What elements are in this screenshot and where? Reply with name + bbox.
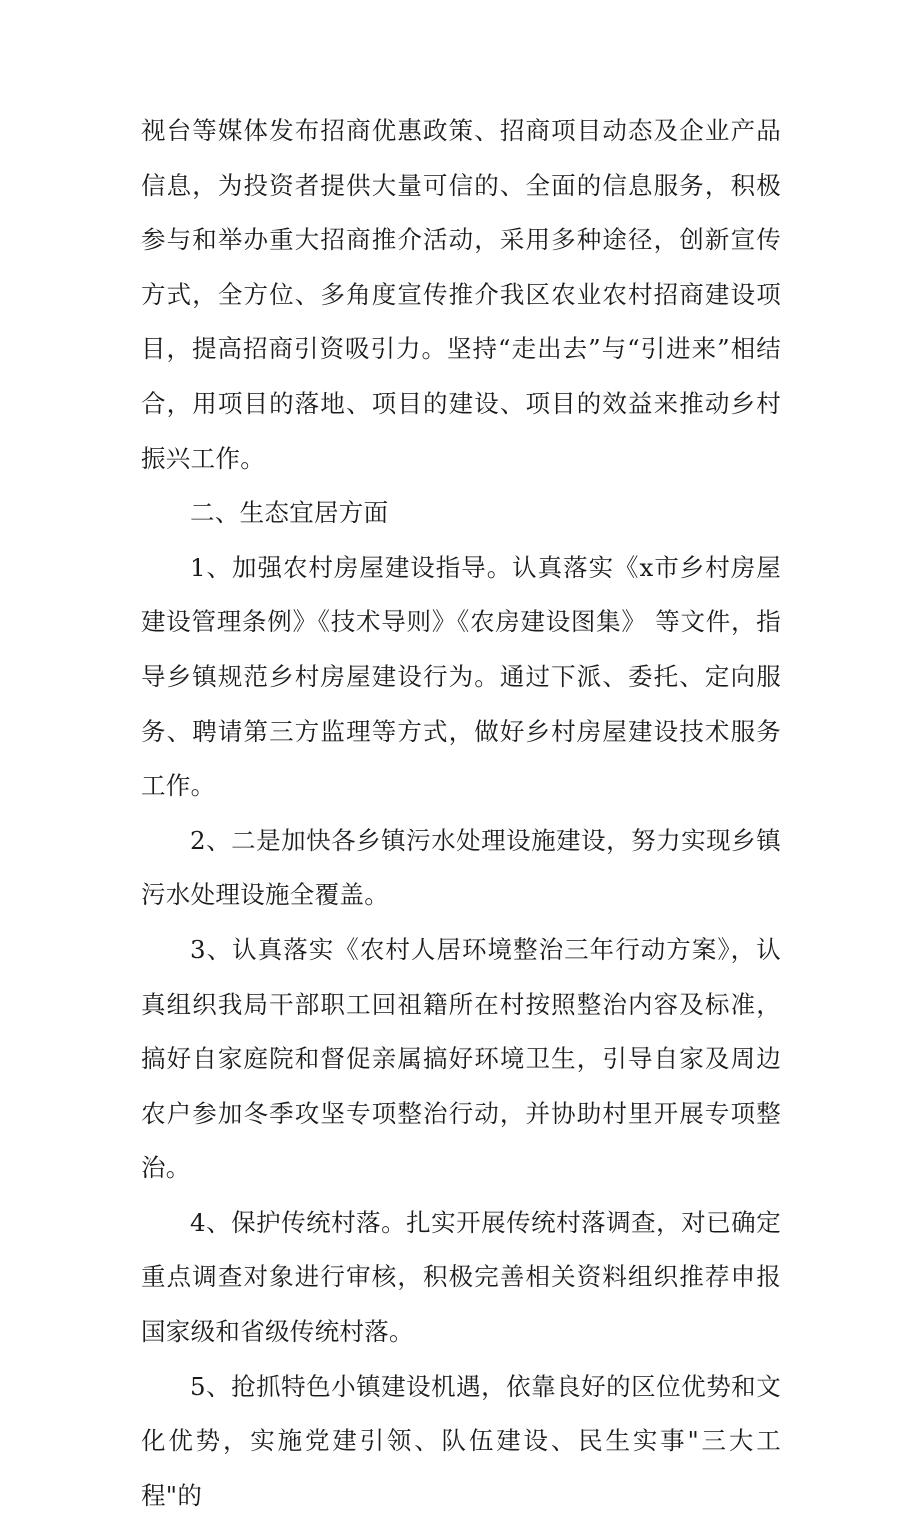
list-item-5: 5、抢抓特色小镇建设机遇，依靠良好的区位优势和文化优势，实施党建引领、队伍建设、民生实事"三大工程"的 <box>141 1371 781 1510</box>
list-item-4: 4、保护传统村落。扎实开展传统村落调查，对已确定重点调查对象进行审核，积极完善相关资料组织推荐申报国家级和省级传统村落。 <box>141 1207 781 1347</box>
document-body <box>141 104 781 1523</box>
list-item-2: 2、二是加快各乡镇污水处理设施建设，努力实现乡镇污水处理设施全覆盖。 <box>141 825 781 910</box>
list-item-3: 3、认真落实《农村人居环境整治三年行动方案》，认真组织我局干部职工回祖籍所在村按照整治内容及标准，搞好自家庭院和督促亲属搞好环境卫生，引导自家及周边农户参加冬季攻坚专项整治行动，并协助村里开展专项整治。 <box>141 934 781 1183</box>
list-item-1: 1、加强农村房屋建设指导。认真落实《x市乡村房屋建设管理条例》《技术导则》《农房建设图集》 等文件，指导乡镇规范乡村房屋建设行为。通过下派、委托、定向服务、聘请第三方监理等方式，做好乡村房屋建设技术服务工作。 <box>141 552 781 801</box>
section-heading: 二、生态宜居方面 <box>190 498 389 528</box>
paragraph-continuation: 视台等媒体发布招商优惠政策、招商项目动态及企业产品信息，为投资者提供大量可信的、全面的信息服务，积极参与和举办重大招商推介活动，采用多种途径，创新宣传方式，全方位、多角度宣传推介我区农业农村招商建设项目，提高招商引资吸引力。坚持“走出去”与“引进来”相结合，用项目的落地、项目的建设、项目的效益来推动乡村振兴工作。 <box>141 116 781 473</box>
